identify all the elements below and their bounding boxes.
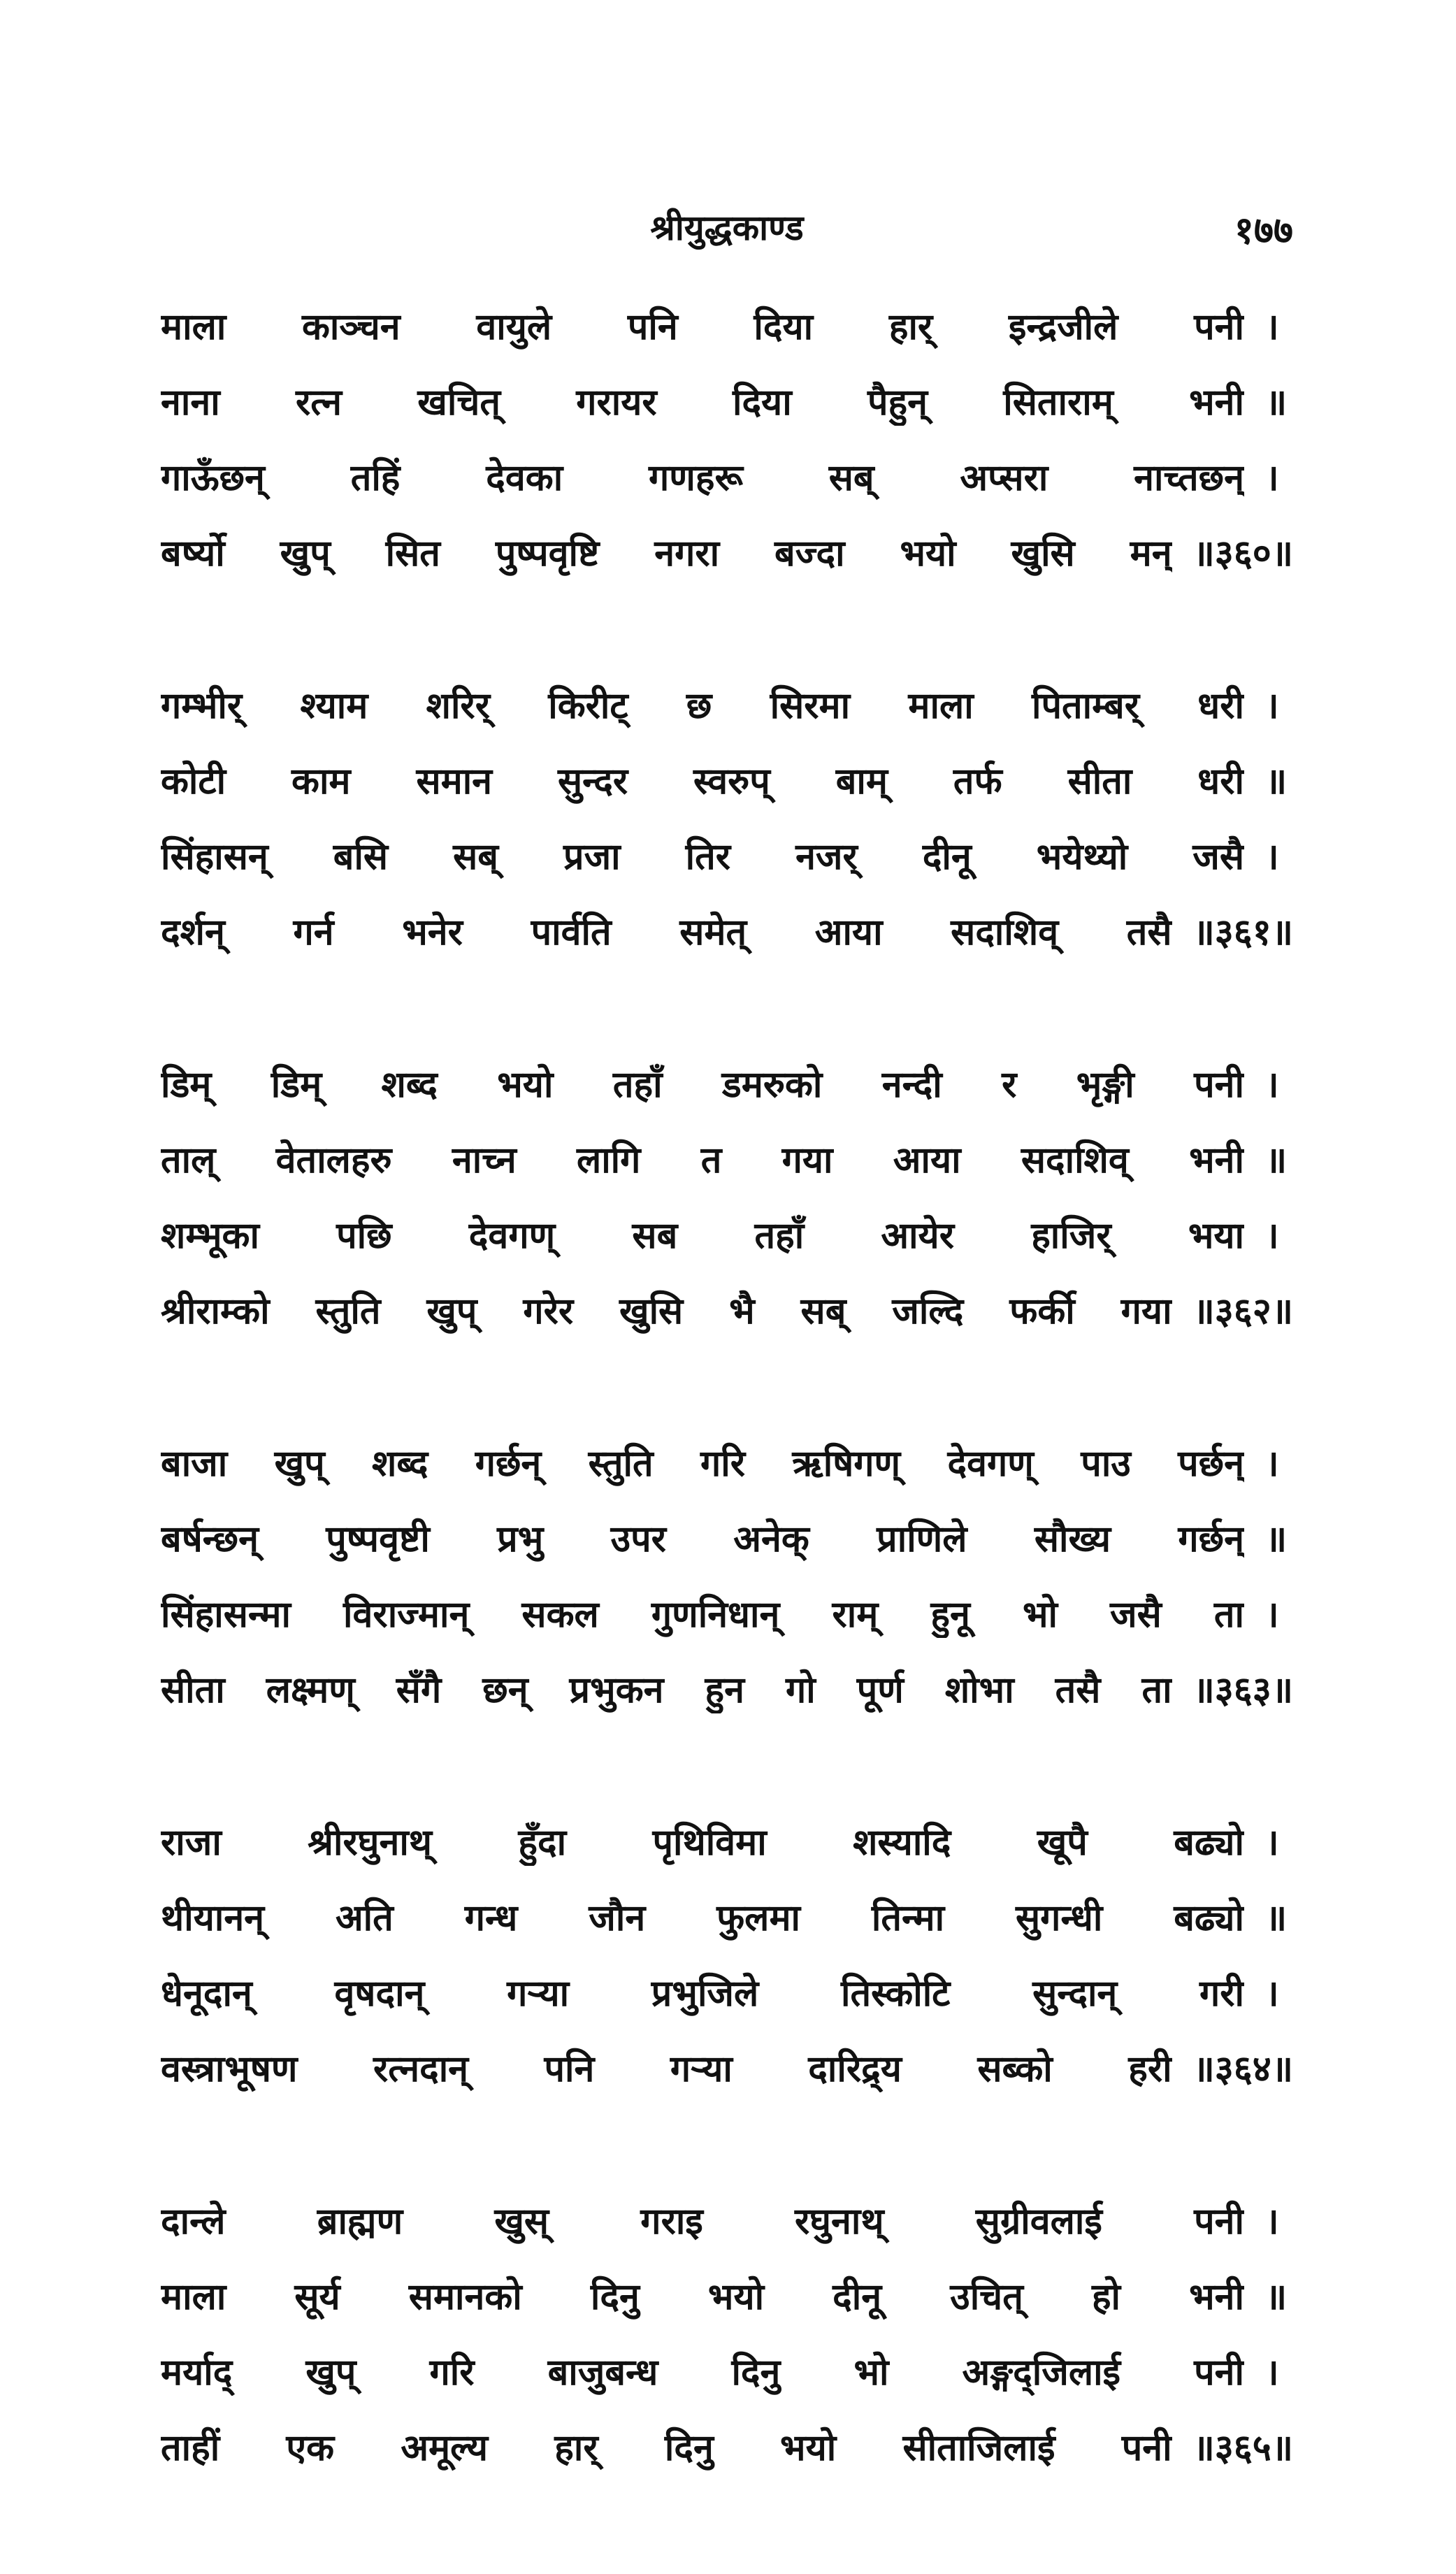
verse-text: ताहीं एक अमूल्य हार् दिनु भयो सीताजिलाई पनी bbox=[161, 2427, 1172, 2469]
stanza-361 bbox=[161, 680, 1293, 982]
verse-end-mark: ॥ bbox=[1265, 761, 1288, 803]
verse-text: श्रीराम्को स्तुति खुप् गरेर खुसि भै सब् जल्दि फर्की गया bbox=[161, 1290, 1172, 1332]
page-number: १७७ bbox=[1234, 208, 1293, 252]
verse-text: नाना रत्न खचित् गरायर दिया पैहुन् सिताराम् भनी bbox=[161, 382, 1244, 424]
verse-line bbox=[161, 1967, 1293, 2043]
verse-text: बर्षन्छन् पुष्पवृष्टी प्रभु उपर अनेक् प्राणिले सौख्य गर्छन् bbox=[161, 1518, 1244, 1560]
verse-line bbox=[161, 1058, 1293, 1134]
verse-line bbox=[161, 1437, 1293, 1513]
verse-line bbox=[161, 2043, 1293, 2118]
verse-end-mark: ॥ bbox=[1265, 2276, 1288, 2318]
verse-text: बाजा खुप् शब्द गर्छन् स्तुति गरि ऋषिगण् देवगण् पाउ पर्छन् bbox=[161, 1443, 1244, 1485]
verse-line bbox=[161, 527, 1293, 603]
verse-end-mark: । bbox=[1265, 457, 1279, 499]
verse-end-mark: । bbox=[1265, 1594, 1279, 1636]
stanza-364 bbox=[161, 1816, 1293, 2118]
verse-line bbox=[161, 376, 1293, 452]
verse-end-mark: । bbox=[1265, 1443, 1279, 1485]
verse-end-mark: । bbox=[1265, 685, 1279, 727]
verse-line bbox=[161, 1134, 1293, 1209]
verse-text: बर्ष्यो खुप् सित पुष्पवृष्टि नगरा बज्दा भयो खुसि मन् bbox=[161, 533, 1172, 575]
stanza-363 bbox=[161, 1437, 1293, 1739]
verse-number: ॥३६५॥ bbox=[1192, 2427, 1293, 2469]
verse-number: ॥३६३॥ bbox=[1192, 1669, 1293, 1711]
verse-text: धेनूदान् वृषदान् गऱ्या प्रभुजिले तिस्कोटि सुन्दान् गरी bbox=[161, 1973, 1244, 2015]
verse-line bbox=[161, 755, 1293, 831]
verse-text: दान्ले ब्राह्मण खुस् गराइ रघुनाथ् सुग्रीवलाई पनी bbox=[161, 2201, 1244, 2243]
verse-line bbox=[161, 831, 1293, 906]
verse-end-mark: ॥ bbox=[1265, 1518, 1288, 1560]
verse-line bbox=[161, 2271, 1293, 2346]
verse-end-mark: ॥ bbox=[1265, 1897, 1288, 1939]
stanza-360 bbox=[161, 301, 1293, 603]
verse-text: दर्शन् गर्न भनेर पार्वति समेत् आया सदाशिव् तसै bbox=[161, 912, 1172, 954]
stanza-362 bbox=[161, 1058, 1293, 1360]
verse-line bbox=[161, 1285, 1293, 1360]
verse-end-mark: ॥ bbox=[1265, 382, 1288, 424]
verse-text: थीयानन् अति गन्ध जौन फुलमा तिन्मा सुगन्धी बढ्यो bbox=[161, 1897, 1244, 1939]
verse-number: ॥३६१॥ bbox=[1192, 912, 1293, 954]
verse-end-mark: । bbox=[1265, 1973, 1279, 2015]
verse-text: डिम् डिम् शब्द भयो तहाँ डमरुको नन्दी र भृङ्गी पनी bbox=[161, 1064, 1244, 1106]
verse-line bbox=[161, 1816, 1293, 1892]
verse-text: शम्भूका पछि देवगण् सब तहाँ आयेर हाजिर् भया bbox=[161, 1215, 1244, 1257]
verse-number: ॥३६४॥ bbox=[1192, 2048, 1293, 2090]
verse-line bbox=[161, 1513, 1293, 1588]
verse-line bbox=[161, 1892, 1293, 1967]
running-title: श्रीयुद्धकाण्ड bbox=[650, 208, 804, 248]
verse-end-mark: । bbox=[1265, 306, 1279, 348]
verse-text: सिंहासन् बसि सब् प्रजा तिर नजर् दीनू भयेथ्यो जसै bbox=[161, 836, 1244, 878]
verse-end-mark: । bbox=[1265, 2352, 1279, 2394]
verse-line bbox=[161, 301, 1293, 376]
verse-text: सीता लक्ष्मण् सँगै छन् प्रभुकन हुन गो पूर्ण शोभा तसै ता bbox=[161, 1669, 1172, 1711]
verse-end-mark: । bbox=[1265, 1064, 1279, 1106]
verse-number: ॥३६०॥ bbox=[1192, 533, 1293, 575]
verse-line bbox=[161, 2346, 1293, 2422]
verse-text: ताल् वेतालहरु नाच्न लागि त गया आया सदाशिव् भनी bbox=[161, 1139, 1244, 1181]
verse-end-mark: । bbox=[1265, 836, 1279, 878]
verse-end-mark: ॥ bbox=[1265, 1139, 1288, 1181]
verse-line bbox=[161, 1588, 1293, 1664]
verse-line bbox=[161, 2422, 1293, 2497]
verse-text: माला काञ्चन वायुले पनि दिया हार् इन्द्रजीले पनी bbox=[161, 306, 1244, 348]
verse-line bbox=[161, 1209, 1293, 1285]
verse-text: वस्त्राभूषण रत्नदान् पनि गऱ्या दारिद्र्य सब्को हरी bbox=[161, 2048, 1172, 2090]
verse-end-mark: । bbox=[1265, 1215, 1279, 1257]
verse-line bbox=[161, 680, 1293, 755]
verse-text: मर्याद् खुप् गरि बाजुबन्ध दिनु भो अङ्गद्जिलाई पनी bbox=[161, 2352, 1244, 2394]
verse-text: गम्भीर् श्याम शरिर् किरीट् छ सिरमा माला पिताम्बर् धरी bbox=[161, 685, 1244, 727]
verse-text: सिंहासन्मा विराज्मान् सकल गुणनिधान् राम् हुनू भो जसै ता bbox=[161, 1594, 1244, 1636]
verse-text: कोटी काम समान सुन्दर स्वरुप् बाम् तर्फ सीता धरी bbox=[161, 761, 1244, 803]
verse-text: माला सूर्य समानको दिनु भयो दीनू उचित् हो भनी bbox=[161, 2276, 1244, 2318]
page-header bbox=[161, 203, 1293, 266]
stanza-365 bbox=[161, 2195, 1293, 2497]
verse-end-mark: । bbox=[1265, 1822, 1279, 1864]
verse-body bbox=[161, 301, 1293, 2574]
verse-text: राजा श्रीरघुनाथ् हुँदा पृथिविमा शस्यादि खूपै बढ्यो bbox=[161, 1822, 1244, 1864]
verse-line bbox=[161, 1664, 1293, 1739]
verse-line bbox=[161, 2195, 1293, 2271]
verse-line bbox=[161, 906, 1293, 982]
verse-line bbox=[161, 452, 1293, 527]
verse-number: ॥३६२॥ bbox=[1192, 1290, 1293, 1332]
verse-end-mark: । bbox=[1265, 2201, 1279, 2243]
verse-text: गाऊँछन् तहिं देवका गणहरू सब् अप्सरा नाच्तछन् bbox=[161, 457, 1244, 499]
